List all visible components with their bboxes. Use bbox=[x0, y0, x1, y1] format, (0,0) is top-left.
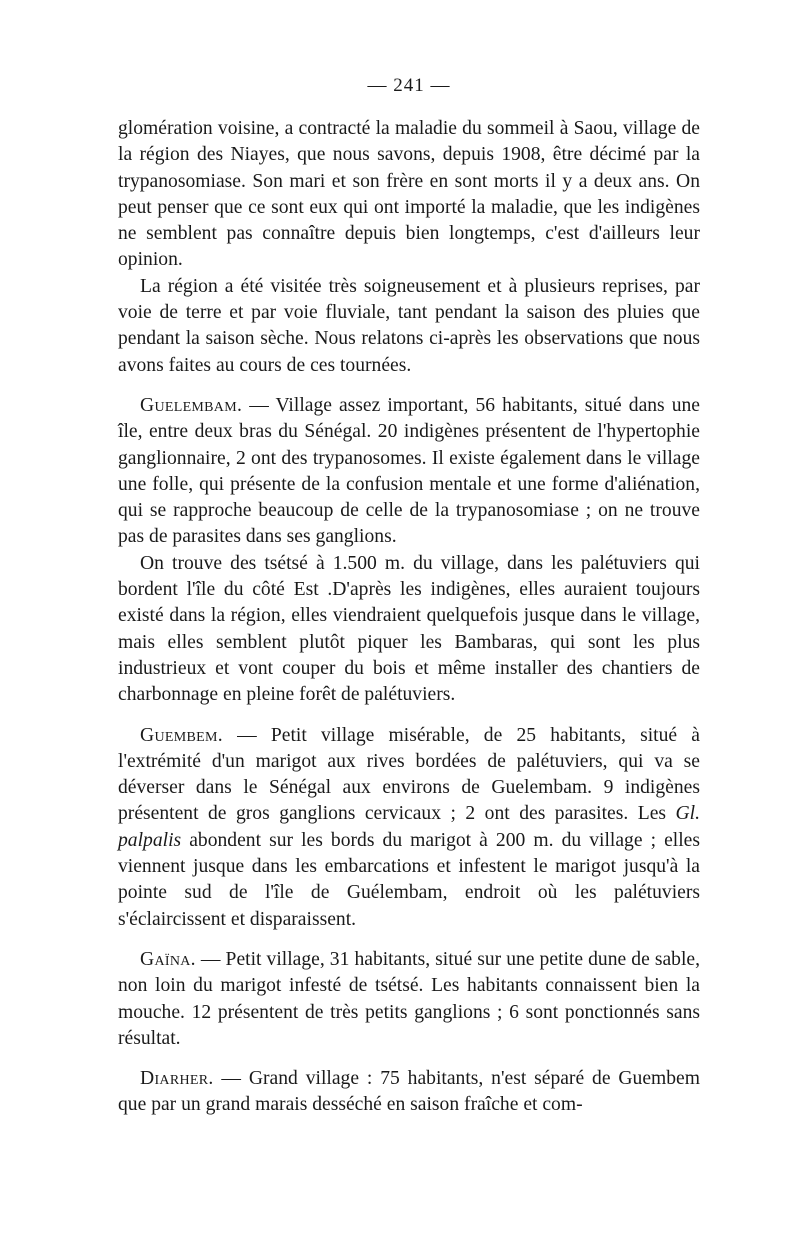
paragraph-region-visit bbox=[118, 274, 700, 379]
page-number: — 241 — bbox=[367, 75, 451, 96]
paragraph-diarher bbox=[118, 1066, 700, 1119]
paragraph-text: — Village assez important, 56 habitants, situé dans une île, entre deux bras du Sénégal. 20 indigènes présentent de l'hypertophie ganglionnaire, 2 ont des trypanosomes. Il existe également dans le village une folle, qui présente de la confusion mentale et une forme d'aliénation, qui se rapproche beaucoup de celle de la trypanosomiase ; on ne trouve pas de parasites dans ses ganglions. bbox=[118, 394, 700, 548]
paragraph-text: On trouve des tsétsé à 1.500 m. du village, dans les palétuviers qui bordent l'île du côté Est .D'après les indigènes, elles auraient toujours existé dans la région, elles viendraient quelquefois jusque dans le village, mais elles semblent plutôt piquer les Bambaras, qui sont les plus industrieux et vont couper du bois et même installer des chantiers de charbonnage en pleine forêt de palétuviers. bbox=[118, 552, 700, 706]
paragraph-continuation bbox=[118, 116, 700, 274]
paragraph-tsetse bbox=[118, 551, 700, 709]
village-heading: Gaïna. bbox=[140, 948, 196, 970]
paragraph-text: — Petit village, 31 habitants, situé sur une petite dune de sable, non loin du marigot infesté de tsétsé. Les habitants connaissent bien la mouche. 12 présentent de très petits ganglions ; 6 sont ponctionnés sans résultat. bbox=[118, 948, 700, 1049]
paragraph-text: glomération voisine, a contracté la maladie du sommeil à Saou, village de la région des Niayes, que nous savons, depuis 1908, être décimé par la trypanosomiase. Son mari et son frère en sont morts il y a deux ans. On peut penser que ce sont eux qui ont importé la maladie, que les indigènes ne semblent pas connaître depuis bien longtemps, c'est d'ailleurs leur opinion. bbox=[118, 118, 700, 271]
village-heading: Guelembam. bbox=[140, 394, 243, 416]
paragraph-guelembam bbox=[118, 393, 700, 551]
paragraph-text: — Grand village : 75 habitants, n'est séparé de Guembem que par un grand marais desséché en saison fraîche et com- bbox=[118, 1068, 700, 1116]
paragraph-gaina bbox=[118, 947, 700, 1052]
paragraph-text: abondent sur les bords du marigot à 200 m. du village ; elles viennent jusque dans les embarcations et infestent le marigot jusqu'à la pointe sud de l'île de Guélembam, endroit où les palétuviers s'éclaircissent et disparaissent. bbox=[118, 829, 700, 930]
village-heading: Diarher. bbox=[140, 1068, 214, 1090]
paragraph-text: La région a été visitée très soigneusement et à plusieurs reprises, par voie de terre et par voie fluviale, tant pendant la saison des pluies que pendant la saison sèche. Nous relatons ci-après les observations que nous avons faites au cours de ces tournées. bbox=[118, 275, 700, 376]
village-heading: Guembem. bbox=[140, 724, 223, 746]
document-page bbox=[118, 72, 700, 1119]
species-name: Gl. palpalis bbox=[118, 803, 700, 851]
paragraph-text: — Petit village misérable, de 25 habitants, situé à l'extrémité d'un marigot aux rives bordées de palétuviers, qui va se déverser dans le Sénégal aux environs de Guelembam. 9 indigènes présentent de gros ganglions cervicaux ; 2 ont des parasites. Les bbox=[118, 724, 700, 825]
paragraph-guembem bbox=[118, 723, 700, 933]
